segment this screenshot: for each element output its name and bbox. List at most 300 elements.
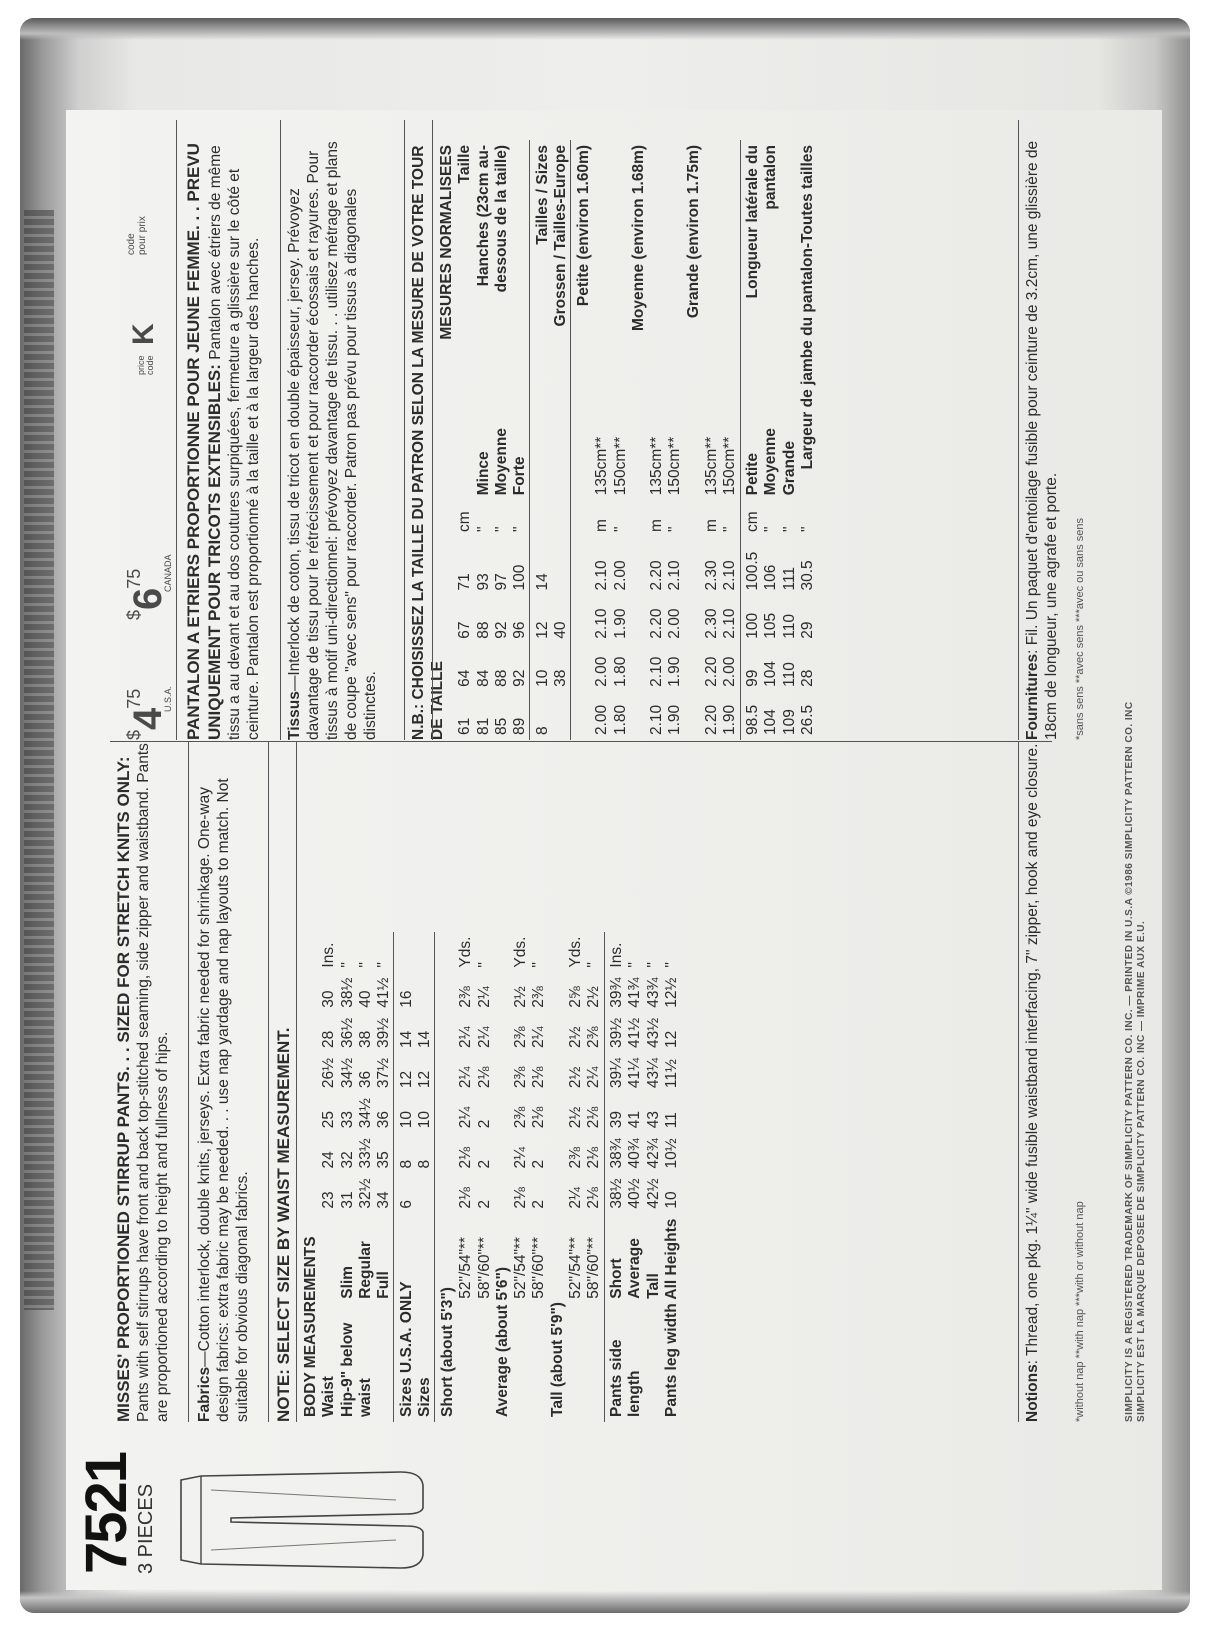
row-sublabel: Moyenne — [762, 428, 780, 496]
cell: 10 — [397, 1111, 415, 1129]
cell: 43½ — [644, 1017, 662, 1048]
cell: 8 — [533, 726, 551, 735]
cell: 36½ — [338, 1017, 356, 1048]
row-label: Short (about 5'3") — [438, 1287, 456, 1417]
cell: 32½ — [356, 1178, 374, 1209]
table-row — [648, 140, 666, 740]
cell: 2.10 — [666, 560, 684, 591]
divider — [188, 742, 189, 1422]
cell: 40½ — [626, 1178, 644, 1209]
price-code-label: price code — [136, 355, 155, 375]
cell: 2.20 — [648, 608, 666, 639]
row-label: Hanches (23cm au-dessous de la taille) — [474, 145, 510, 293]
cell: 30.5 — [798, 560, 816, 591]
price-canada-cents: 75 — [124, 568, 144, 589]
table-row — [549, 932, 567, 1422]
table-row — [630, 140, 648, 740]
cell: 8 — [397, 1159, 415, 1169]
cell: 2.00 — [721, 656, 739, 687]
cell: 1.90 — [666, 656, 684, 687]
cell: 36 — [356, 1070, 374, 1089]
cell: 2⅜ — [457, 986, 475, 1008]
unit: m — [593, 519, 611, 533]
cell: 34½ — [356, 1098, 374, 1129]
english-column — [66, 742, 1162, 1422]
row-sublabel: Full — [375, 1271, 393, 1299]
cell: 2⅛ — [512, 1187, 530, 1209]
cell: 2½ — [566, 1066, 584, 1089]
cell: 92 — [492, 621, 510, 639]
cell: 2.20 — [648, 560, 666, 591]
cell: 33½ — [356, 1138, 374, 1169]
table-row — [456, 140, 474, 740]
sideways-flap-text — [24, 210, 54, 1310]
cell — [552, 537, 571, 596]
table-row — [703, 140, 721, 740]
cell: 2⅜ — [512, 1106, 530, 1129]
french-title: PANTALON A ETRIERS PROPORTIONNE POUR JEUNE FEMME. . . PREVU UNIQUEMENT POUR TRICOTS EXTENSIBLES: — [184, 143, 224, 740]
cell: 109 — [780, 709, 798, 735]
cell: 85 — [492, 717, 510, 735]
cell: 105 — [762, 612, 780, 639]
unit: cm — [456, 511, 474, 533]
divider — [176, 120, 177, 740]
english-note: NOTE: SELECT SIZE BY WAIST MEASUREMENT. — [274, 1027, 293, 1422]
row-label: Sizes U.S.A. ONLY — [397, 1281, 415, 1417]
cell: 1.90 — [611, 608, 629, 639]
divider — [1018, 742, 1019, 1422]
divider — [432, 120, 433, 740]
envelope-back-content — [66, 110, 1162, 1590]
tissus-label: Tissus — [286, 691, 303, 740]
cell: 30 — [320, 990, 338, 1008]
cell: 2 — [475, 1159, 493, 1169]
cell: 2.00 — [666, 608, 684, 639]
price-code-fr: code pour prix — [126, 216, 148, 255]
cell: 96 — [511, 621, 529, 639]
fabrics-label: Fabrics — [196, 1366, 213, 1422]
table-row — [416, 932, 435, 1422]
cell: 10 — [533, 669, 551, 687]
cell: 89 — [511, 717, 529, 735]
cell: 2⅜ — [512, 1026, 530, 1048]
table-row: Hip-9" below waist Slim 31 32 33 34½ 36½ 38½ " — [339, 932, 357, 1422]
cell: 2¼ — [475, 986, 493, 1008]
fabric-width: 52"/54"** — [512, 1236, 530, 1299]
french-fabrics — [286, 120, 381, 740]
row-sublabel: Grande — [780, 441, 798, 496]
cell: 2½ — [566, 1026, 584, 1048]
cell: 2⅛ — [530, 1106, 548, 1129]
cell: 10 — [662, 1191, 680, 1209]
row-label: Longueur latérale du pantalon — [744, 145, 780, 299]
cell: 38¾ — [608, 1138, 625, 1169]
cell: 1.90 — [721, 704, 739, 735]
price-usa: $475 U.S.A. — [124, 685, 173, 740]
divider — [280, 120, 281, 740]
table-row — [685, 140, 703, 740]
unit: m — [648, 519, 666, 533]
fabric-width: 135cm** — [648, 436, 666, 496]
row-label: Waist — [320, 1376, 338, 1417]
cell: 97 — [492, 573, 510, 591]
cell: 2¼ — [530, 1026, 548, 1048]
cell: 28 — [320, 1030, 338, 1048]
cell: 2¼ — [457, 1066, 475, 1089]
copyright-block — [1124, 322, 1148, 1422]
cell: 12 — [662, 1030, 680, 1048]
cell: 42½ — [644, 1178, 662, 1209]
unit: cm — [744, 511, 761, 533]
cell: 2 — [475, 1200, 493, 1209]
table-row — [302, 932, 320, 1422]
cell: 2⅜ — [512, 1066, 530, 1089]
copyright-line-2: SIMPLICITY EST LA MARQUE DEPOSEE DE SIMPLICITY PATTERN CO. INC — IMPRIME AUX E.U. — [1135, 920, 1147, 1422]
cell: 39¾ — [608, 977, 625, 1008]
table-row: 1.90 2.00 2.10 2.10 " 150cm** — [721, 140, 740, 740]
cell: 2½ — [585, 986, 603, 1008]
divider — [296, 742, 297, 1422]
cell: 12 — [533, 621, 551, 639]
cell: 2¼ — [457, 1026, 475, 1048]
row-label: Tall (about 5'9") — [548, 1302, 566, 1417]
english-fabrics — [196, 742, 253, 1422]
cell: 26½ — [320, 1057, 338, 1089]
table-row — [593, 140, 611, 740]
cell: 41½ — [626, 1017, 644, 1048]
cell: 31 — [338, 1191, 356, 1209]
cell — [552, 692, 571, 740]
english-notions — [1024, 742, 1043, 1422]
table-row: 26.5 28 29 30.5 " Largeur de jambe du pantalon-Toutes tailles — [799, 140, 817, 740]
table-row — [439, 932, 457, 1422]
cell: 43 — [644, 1111, 662, 1129]
cell: 38 — [356, 1030, 374, 1048]
row-label: Hip-9" below waist — [338, 1322, 374, 1417]
cell: 2.30 — [702, 560, 720, 591]
cell: 98.5 — [744, 704, 761, 735]
cell: 41¼ — [626, 1057, 644, 1089]
table-row: 1.80 1.80 1.90 2.00 " 150cm** — [612, 140, 630, 740]
cell: 88 — [492, 669, 510, 687]
cell: 99 — [744, 669, 761, 687]
cell: 2.10 — [648, 656, 666, 687]
cell: 100 — [511, 564, 529, 591]
cell: 6 — [397, 1200, 415, 1209]
cell: 2⅛ — [457, 1146, 475, 1169]
fabric-width: 150cm** — [721, 436, 739, 496]
price-canada: $675 CANADA — [124, 554, 173, 620]
row-label: Taille — [456, 145, 474, 184]
cell: 64 — [456, 669, 474, 687]
french-fournitures — [1024, 120, 1062, 740]
table-row: 109 110 110 111 " Grande — [781, 140, 799, 740]
table-row — [494, 932, 512, 1422]
cell: 40¾ — [626, 1138, 644, 1169]
cell: 1.90 — [666, 704, 684, 735]
cell: 2⅜ — [530, 986, 548, 1008]
cell: 12 — [397, 1070, 415, 1089]
cell: 43¼ — [644, 1057, 662, 1089]
copyright-line-1: SIMPLICITY IS A REGISTERED TRADEMARK OF SIMPLICITY PATTERN CO. INC. — PRINTED IN U.S.A ©1986 SIMPLICITY PATTERN CO. INC — [1123, 701, 1135, 1422]
row-label: Pants leg width All Heights — [662, 1218, 680, 1417]
cell: 2⅛ — [530, 1066, 548, 1089]
cell: 14 — [533, 573, 551, 591]
fabric-width: 58"/60"** — [475, 1236, 493, 1299]
row-label: Largeur de jambe du pantalon-Toutes tailles — [798, 145, 816, 470]
cell: 41 — [626, 1111, 644, 1129]
cell: 2 — [475, 1119, 493, 1129]
row-label: Pants side length — [608, 1339, 644, 1417]
price-canada-country: CANADA — [162, 554, 173, 592]
table-row — [438, 140, 456, 740]
cell: 81 — [474, 717, 492, 735]
cell: 38 — [552, 669, 570, 687]
table-row: 81 84 88 93 " Mince Hanches (23cm au-dessous de la taille) — [475, 140, 493, 740]
pieces-count: 3 PIECES — [135, 1483, 157, 1574]
english-intro — [114, 742, 173, 1422]
row-label: Grossen / Tailles-Europe — [552, 145, 570, 327]
price-usa-country: U.S.A. — [162, 685, 173, 712]
row-label: Petite (environ 1.60m) — [574, 145, 592, 307]
cell: 2.20 — [702, 704, 720, 735]
fabric-width: 135cm** — [702, 436, 720, 496]
cell: 61 — [456, 717, 474, 735]
cell: 12½ — [662, 977, 680, 1008]
cell: 2.00 — [593, 704, 611, 735]
envelope-back — [66, 110, 1162, 1590]
cell: 111 — [780, 566, 798, 591]
price-canada-dollars: 6 — [126, 588, 170, 610]
fabric-width: 52"/54"** — [566, 1236, 584, 1299]
table-row: 1.90 1.90 2.00 2.10 " 150cm** — [666, 140, 684, 740]
cell: 39 — [608, 1111, 625, 1129]
table-row: 104 104 105 106 " Moyenne — [762, 140, 780, 740]
mesures-label: MESURES NORMALISEES — [438, 145, 455, 340]
pattern-id-column — [66, 1440, 1162, 1590]
cell: 29 — [798, 621, 816, 639]
column-divider — [110, 741, 1052, 742]
fabric-width: 58"/60"** — [530, 1236, 548, 1299]
cell: 37½ — [375, 1057, 393, 1089]
cell — [416, 1173, 435, 1213]
table-row — [398, 932, 416, 1422]
price-usa-cents: 75 — [124, 688, 144, 709]
cell: 28 — [798, 669, 816, 687]
cell: 14 — [397, 1030, 415, 1048]
divider — [268, 742, 269, 1422]
row-sublabel: Mince — [474, 451, 492, 496]
table-row — [320, 932, 338, 1422]
table-row: 85 88 92 97 " Moyenne — [493, 140, 511, 740]
table-row: 89 92 96 100 " Forte — [511, 140, 530, 740]
cell: 32 — [338, 1151, 356, 1169]
pattern-number: 7521 — [74, 1452, 139, 1574]
cell: 2¼ — [475, 1026, 493, 1048]
cell: 39¼ — [608, 1057, 625, 1089]
french-description: Pantalon avec étriers de même tissu a au devant et au dos coutures surpiquées, fermeture a glissière sur le côté et ceinture. Pantalon est proportionné à la taille et à la largeur des hanches. — [206, 145, 262, 740]
french-intro — [184, 120, 264, 740]
cell: 23 — [320, 1191, 338, 1209]
unit: m — [702, 519, 720, 533]
cell: 12 — [416, 1070, 434, 1089]
fabric-width: 58"/60"** — [585, 1236, 603, 1299]
cell: 34 — [375, 1191, 393, 1209]
price-usa-dollars: 4 — [126, 708, 170, 730]
cell: 2⅛ — [585, 1187, 603, 1209]
cell: 1.80 — [611, 656, 629, 687]
cell: 2¼ — [457, 1106, 475, 1129]
cell: 35 — [375, 1151, 393, 1169]
table-row: Tall 42½ 42¾ 43 43¼ 43½ 43¾ " — [645, 932, 663, 1422]
cell: 8 — [416, 1159, 434, 1169]
fabrics-text: —Cotton interlock, double knits, jerseys. Extra fabric needed for shrinkage. One-way design fabrics: extra fabric may be needed. . . use nap yardage and nap layouts to match. Not suitable for obvious diagonal fabrics. — [196, 778, 251, 1422]
row-sublabel: Moyenne — [492, 428, 510, 496]
cell: 2.10 — [721, 560, 739, 591]
row-label: Moyenne (environ 1.68m) — [629, 145, 647, 332]
notions-label: Notions — [1024, 1364, 1041, 1422]
unit: Ins. — [608, 942, 625, 968]
cell: 2⅝ — [566, 986, 584, 1008]
divider — [1018, 120, 1019, 740]
unit: Yds. — [512, 936, 530, 968]
cell: 2⅛ — [585, 1146, 603, 1169]
cell: 110 — [780, 662, 798, 687]
unit: Ins. — [320, 942, 338, 968]
table-row — [744, 140, 762, 740]
cell: 11 — [662, 1112, 680, 1129]
cell: 41½ — [375, 977, 393, 1008]
row-label: Grande (environ 1.75m) — [684, 145, 702, 319]
cell: 2½ — [566, 1106, 584, 1129]
cell: 39½ — [375, 1017, 393, 1048]
cell: 38½ — [338, 977, 356, 1008]
cell: 2.30 — [702, 608, 720, 639]
row-label: Sizes — [416, 1377, 434, 1417]
row-sublabel: Slim — [338, 1266, 356, 1299]
cell: 2⅛ — [585, 1106, 603, 1129]
fabric-width: 150cm** — [611, 436, 629, 496]
cell: 10 — [416, 1111, 434, 1129]
table-row: 58"/60"** 2 2 2⅛ 2⅛ 2¼ 2⅜ " — [530, 932, 548, 1422]
table-row: Average 40½ 40¾ 41 41¼ 41½ 41¾ " — [626, 932, 644, 1422]
table-row: Regular 32½ 33½ 34½ 36 38 40 " — [357, 932, 375, 1422]
cell: 2½ — [512, 986, 530, 1008]
table-row — [534, 140, 552, 740]
cell — [416, 973, 435, 1013]
pants-line-drawing — [171, 1460, 431, 1580]
price-code — [126, 324, 163, 375]
row-sublabel: Tall — [644, 1273, 662, 1299]
row-label: Average (about 5'6") — [493, 1267, 511, 1417]
cell: 40 — [552, 621, 570, 639]
envelope-edge — [20, 1591, 1190, 1613]
cell: 100.5 — [744, 551, 761, 591]
cell: 10½ — [662, 1138, 680, 1169]
cell: 2.00 — [611, 560, 629, 591]
row-sublabel: Forte — [511, 456, 529, 496]
cell: 100 — [744, 612, 761, 639]
french-note: N.B.: CHOISISSEZ LA TAILLE DU PATRON SELON LA MESURE DE VOTRE TOUR DE TAILLE — [410, 145, 446, 740]
unit: Yds. — [457, 936, 475, 968]
cell: 2⅛ — [475, 1066, 493, 1089]
notions-text: : Thread, one pkg. 1¼" wide fusible waistband interfacing, 7" zipper, hook and eye closure. — [1024, 743, 1041, 1365]
french-footnote: *sans sens **avec sens ***avec ou sans sens — [1074, 518, 1086, 740]
cell: 2.20 — [702, 656, 720, 687]
cell: 2.10 — [593, 560, 611, 591]
cell: 25 — [320, 1111, 338, 1129]
table-row — [457, 932, 475, 1422]
cell: 33 — [338, 1111, 356, 1129]
cell: 2⅜ — [585, 1026, 603, 1048]
cell: 92 — [511, 669, 529, 687]
french-column — [66, 120, 1162, 740]
table-row — [608, 932, 626, 1422]
cell: 2¼ — [566, 1187, 584, 1209]
cell: 1.80 — [611, 704, 629, 735]
table-row: Pants leg width All Heights 10 10½ 11 11½ 12 12½ " — [663, 932, 681, 1422]
cell: 43¾ — [644, 977, 662, 1008]
cell: 2.10 — [593, 608, 611, 639]
price-code-letter: K — [127, 324, 160, 345]
cell: 2⅛ — [457, 1187, 475, 1209]
cell: 2 — [530, 1200, 548, 1209]
table-row — [552, 140, 571, 740]
english-title: MISSES' PROPORTIONED STIRRUP PANTS. . . SIZED FOR STRETCH KNITS ONLY: — [114, 756, 133, 1422]
fabric-width: 135cm** — [593, 436, 611, 496]
cell: 88 — [474, 621, 492, 639]
row-sublabel: Regular — [356, 1241, 374, 1299]
table-row: Full 34 35 36 37½ 39½ 41½ " — [375, 932, 394, 1422]
cell: 42¾ — [644, 1138, 662, 1169]
tissus-text: —Interlock de coton, tissu de tricot en double épaisseur, jersey. Prévoyez davantage de tissu pour le rétrécissement et pour raccorder écossais et rayures. Pour tissus à motif uni-directionnel: prévoyez davantage de tissu. . . utilisez métrage et plans de coupe "avec sens" pour raccorder. Patron pas prévu pour tissus à diagonales distinctes. — [286, 141, 379, 740]
cell: 2.10 — [648, 704, 666, 735]
cell: 2¼ — [585, 1066, 603, 1089]
cell: 36 — [375, 1111, 393, 1129]
cell: 16 — [397, 990, 415, 1008]
row-sublabel: Short — [608, 1258, 625, 1299]
body-measurements-label: BODY MEASUREMENTS — [302, 1236, 319, 1417]
english-footnote: *without nap **with nap ***with or without nap — [1074, 1201, 1086, 1422]
cell: 14 — [416, 1030, 434, 1048]
cell: 104 — [762, 660, 780, 687]
row-sublabel: Petite — [744, 453, 761, 496]
cell: 38½ — [608, 1178, 625, 1209]
cell: 39½ — [608, 1017, 625, 1048]
english-description: Pants with self stirrups have front and back top-stitched seaming, side zipper and waistband. Pants are proportioned according to height and fullness of hips. — [134, 743, 171, 1422]
fournitures-text: : Fil. Un paquet d'entoilage fusible pour ceinture de 3.2cm, une glissière de 18cm de longueur, une agrafe et porte. — [1024, 140, 1060, 740]
table-row — [512, 932, 530, 1422]
table-row: 58"/60"** 2 2 2 2⅛ 2¼ 2¼ " — [476, 932, 494, 1422]
cell: 71 — [456, 573, 474, 591]
fabric-width: 150cm** — [666, 436, 684, 496]
cell: 106 — [762, 564, 780, 591]
table-row: 58"/60"** 2⅛ 2⅛ 2⅛ 2¼ 2⅜ 2½ " — [585, 932, 604, 1422]
cell: 2.00 — [593, 656, 611, 687]
cell: 2 — [530, 1159, 548, 1169]
cell: 93 — [474, 573, 492, 591]
divider — [404, 120, 405, 740]
cell: 11½ — [662, 1059, 680, 1089]
unit: Yds. — [566, 936, 584, 968]
table-row — [567, 932, 585, 1422]
cell: 2⅜ — [566, 1146, 584, 1169]
cell: 34½ — [338, 1057, 356, 1089]
cell: 40 — [356, 990, 374, 1008]
cell: 2¼ — [512, 1146, 530, 1169]
cell: 67 — [456, 621, 474, 639]
cell: 110 — [780, 613, 798, 639]
